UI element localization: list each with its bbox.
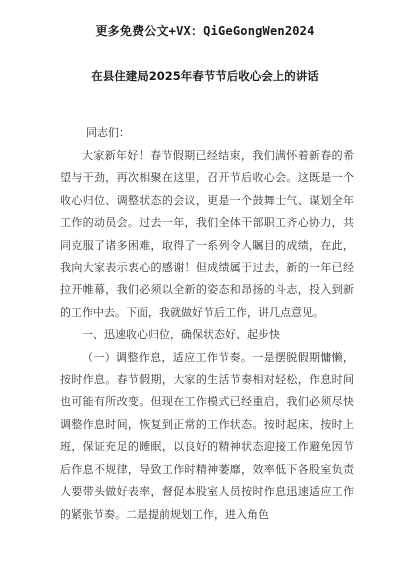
document-body (60, 145, 354, 526)
document-title: 在县住建局2025年春节节后收心会上的讲话 (91, 69, 319, 83)
promo-header: 更多免费公文+VX：QiGeGongWen2024 (95, 24, 315, 38)
salutation: 同志们： (86, 126, 130, 139)
section-heading-1: 一、迅速收心归位，确保状态好、起步快 (82, 328, 280, 342)
section-paragraph-1: （一）调整作息，适应工作节奏。一是摆脱假期慵懒，按时作息。春节假期，大家的生活节奏相对轻松，作息时间也可能有所改变。但现在工作模式已经重启，我们必须尽快调整作息时间，恢复到正常的工作状态。按时起床、按时上班，保证充足的睡眠，以良好的精神状态迎接工作避免因节后作息不规律，导致工作时精神萎靡，效率低下各股室负责人要带头做好表率，督促本股室人员按时作息迅速适应工作的紧张节奏。二是提前规划工作，进入角色 (60, 350, 354, 521)
intro-paragraph: 大家新年好！春节假期已经结束，我们满怀着新春的希望与干劲，再次相聚在这里，召开节后收心会。这既是一个收心归位、调整状态的会议，更是一个鼓舞士气、谋划全年工作的动员会。过去一年，我们全体干部职工齐心协力，共同克服了诸多困难，取得了一系列令人瞩目的成绩，在此，我向大家表示衷心的感谢！但成绩属于过去，新的一年已经拉开帷幕，我们必须以全新的姿态和昂扬的斗志，投入到新的工作中去。下面，我就做好节后工作，讲几点意见。 (60, 149, 354, 319)
